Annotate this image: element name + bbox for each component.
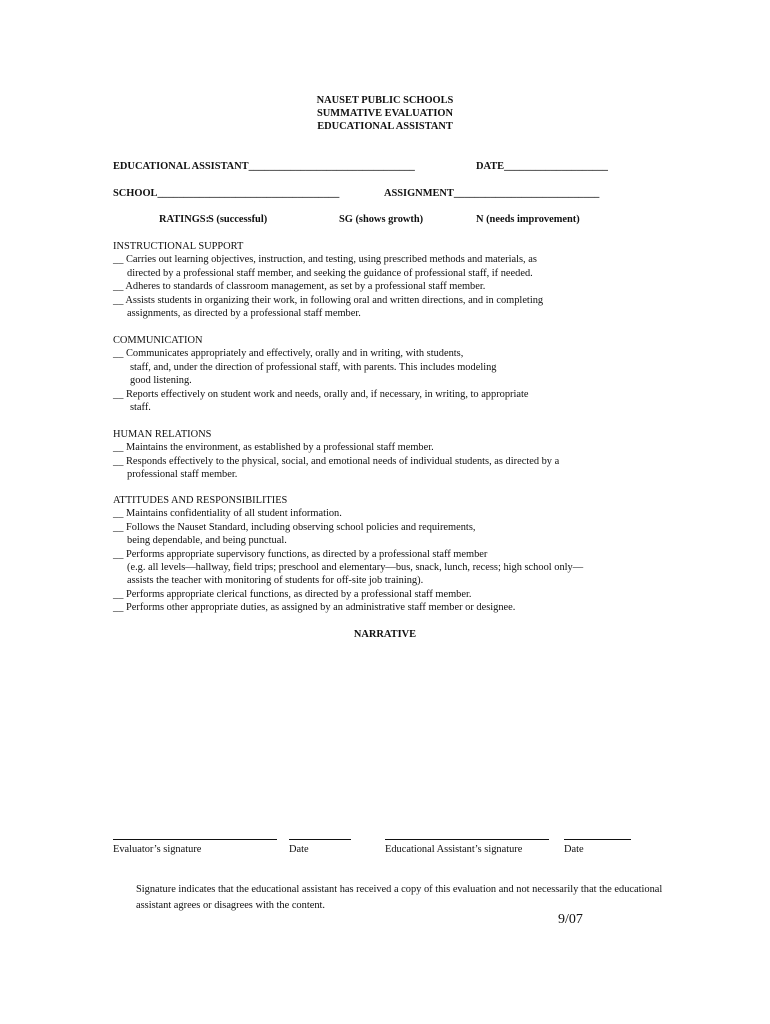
narrative-area[interactable]: [113, 648, 658, 828]
assistant-signature-label: Educational Assistant’s signature: [385, 844, 523, 855]
section-title: COMMUNICATION: [113, 335, 203, 346]
rating-shows-growth: SG (shows growth): [339, 214, 424, 225]
rating-successful: S (successful): [208, 214, 268, 225]
signature-note: Signature indicates that the educational assistant has received a copy of this evaluation and not necessarily that the educational assistant agrees or disagrees with the content.: [136, 884, 663, 911]
criterion-continuation: assignments, as directed by a professional staff member.: [127, 308, 361, 320]
narrative-heading: NARRATIVE: [353, 629, 417, 640]
criterion-continuation: (e.g. all levels—hallway, field trips; preschool and elementary—bus, snack, lunch, recess; high school only—: [127, 562, 584, 574]
criterion-item: __ Maintains confidentiality of all student information.: [113, 508, 342, 520]
criterion-item: __ Performs appropriate clerical functions, as directed by a professional staff member.: [113, 588, 472, 600]
assignment-field[interactable]: ASSIGNMENT____________________________: [384, 188, 600, 199]
evaluator-signature-line[interactable]: [113, 839, 277, 840]
criterion-continuation: assists the teacher with monitoring of students for off-site job training).: [127, 575, 424, 587]
title-line-2: SUMMATIVE EVALUATION: [317, 108, 453, 119]
criterion-continuation: staff.: [130, 402, 151, 414]
section-attitudes-responsibilities: [113, 494, 673, 615]
section-title: HUMAN RELATIONS: [113, 429, 212, 440]
title-line-1: NAUSET PUBLIC SCHOOLS: [316, 95, 454, 106]
section-title: INSTRUCTIONAL SUPPORT: [113, 241, 244, 252]
title-line-3: EDUCATIONAL ASSISTANT: [317, 121, 453, 132]
criterion-item: __ Follows the Nauset Standard, including observing school policies and requirements,: [113, 521, 476, 533]
criterion-item: __ Performs appropriate supervisory functions, as directed by a professional staff member: [113, 548, 488, 560]
evaluator-date-label: Date: [289, 844, 309, 855]
criterion-continuation: being dependable, and being punctual.: [127, 535, 287, 547]
assistant-date-label: Date: [564, 844, 584, 855]
assistant-date-line[interactable]: [564, 839, 631, 840]
document-title: [0, 94, 770, 133]
criterion-continuation: directed by a professional staff member, and seeking the guidance of professional staff, if needed.: [127, 267, 533, 279]
date-field[interactable]: DATE____________________: [476, 161, 609, 172]
criterion-continuation: good listening.: [130, 375, 192, 387]
criterion-item: __ Performs other appropriate duties, as assigned by an administrative staff member or designee.: [113, 602, 516, 614]
rating-needs-improvement: N (needs improvement): [476, 214, 580, 225]
educational-assistant-field[interactable]: EDUCATIONAL ASSISTANT________________________________: [113, 161, 415, 172]
criterion-item: __ Communicates appropriately and effectively, orally and in writing, with students,: [113, 348, 464, 360]
evaluator-signature-label: Evaluator’s signature: [113, 844, 202, 855]
ratings-label: RATINGS:: [159, 214, 210, 225]
criterion-item: __ Carries out learning objectives, instruction, and testing, using prescribed methods and materials, as: [113, 254, 537, 266]
section-human-relations: [113, 428, 673, 482]
revision-date: 9/07: [558, 912, 583, 927]
section-instructional-support: [113, 240, 673, 320]
evaluator-date-line[interactable]: [289, 839, 351, 840]
criterion-item: __ Assists students in organizing their work, in following oral and written directions, and in completing: [113, 294, 544, 306]
criterion-item: __ Responds effectively to the physical, social, and emotional needs of individual students, as directed by a: [113, 455, 560, 467]
criterion-item: __ Reports effectively on student work and needs, orally and, if necessary, in writing, to appropriate: [113, 388, 529, 400]
criterion-item: __ Maintains the environment, as established by a professional staff member.: [113, 442, 434, 454]
criterion-continuation: professional staff member.: [127, 469, 238, 481]
section-title: ATTITUDES AND RESPONSIBILITIES: [113, 495, 288, 506]
assistant-signature-line[interactable]: [385, 839, 549, 840]
criterion-continuation: staff, and, under the direction of professional staff, with parents. This includes modeling: [130, 361, 497, 373]
school-field[interactable]: SCHOOL___________________________________: [113, 188, 340, 199]
criterion-item: __ Adheres to standards of classroom management, as set by a professional staff member.: [113, 281, 486, 293]
section-communication: [113, 334, 673, 414]
